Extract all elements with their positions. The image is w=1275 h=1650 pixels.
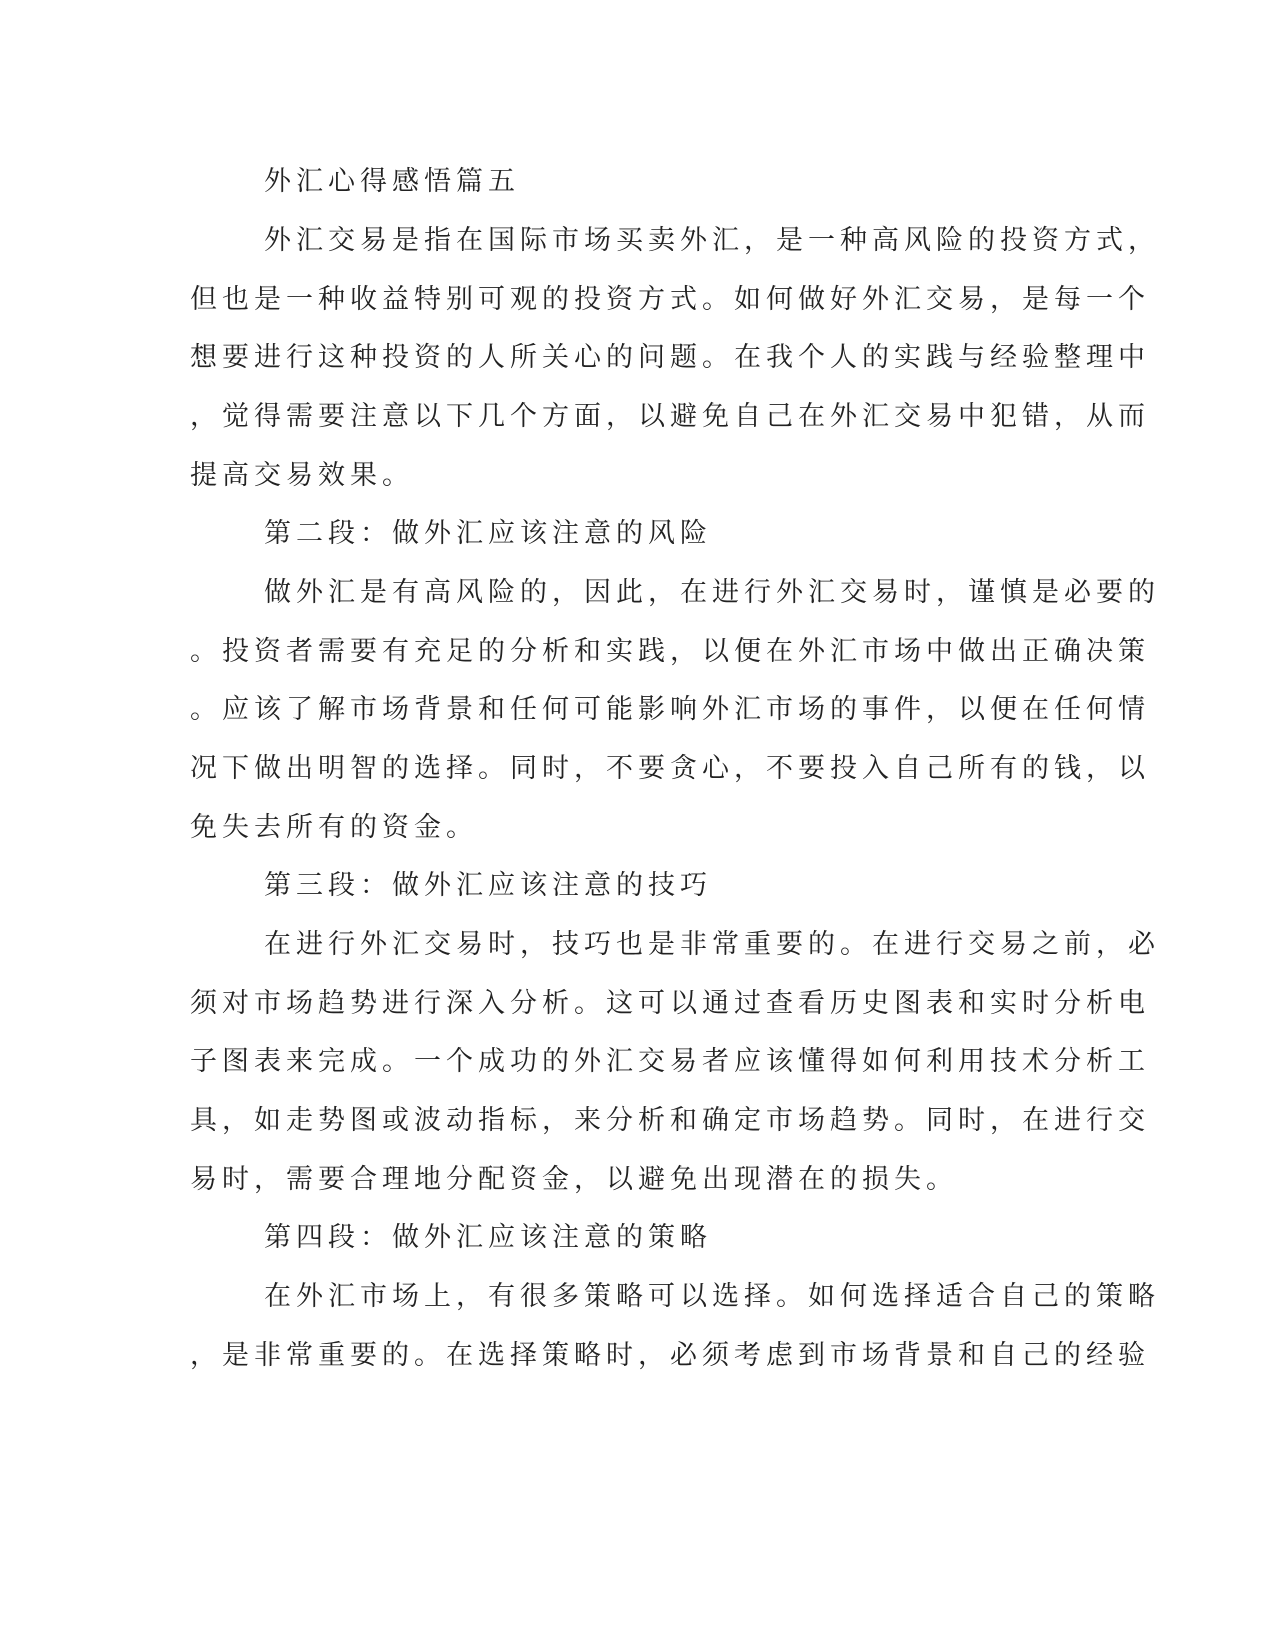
- paragraph-line: 子图表来完成。一个成功的外汇交易者应该懂得如何利用技术分析工: [190, 1046, 1150, 1077]
- paragraph-line: ，是非常重要的。在选择策略时，必须考虑到市场背景和自己的经验: [190, 1340, 1150, 1371]
- paragraph-line: 想要进行这种投资的人所关心的问题。在我个人的实践与经验整理中: [190, 342, 1150, 373]
- section-heading: 第三段：做外汇应该注意的技巧: [264, 870, 712, 901]
- paragraph-line: ，觉得需要注意以下几个方面，以避免自己在外汇交易中犯错，从而: [190, 401, 1150, 432]
- section-heading: 第二段：做外汇应该注意的风险: [264, 518, 712, 549]
- paragraph-line: 须对市场趋势进行深入分析。这可以通过查看历史图表和实时分析电: [190, 988, 1150, 1019]
- paragraph-line: 具，如走势图或波动指标，来分析和确定市场趋势。同时，在进行交: [190, 1105, 1150, 1136]
- paragraph-line: 。应该了解市场背景和任何可能影响外汇市场的事件，以便在任何情: [190, 694, 1150, 725]
- paragraph-line: 在外汇市场上，有很多策略可以选择。如何选择适合自己的策略: [264, 1281, 1160, 1312]
- paragraph-line: 免失去所有的资金。: [190, 812, 478, 843]
- paragraph-line: 况下做出明智的选择。同时，不要贪心，不要投入自己所有的钱，以: [190, 753, 1150, 784]
- paragraph-line: 做外汇是有高风险的，因此，在进行外汇交易时，谨慎是必要的: [264, 577, 1160, 608]
- paragraph-line: 外汇交易是指在国际市场买卖外汇，是一种高风险的投资方式，: [264, 225, 1160, 256]
- paragraph-line: 易时，需要合理地分配资金，以避免出现潜在的损失。: [190, 1164, 958, 1195]
- paragraph-line: 。投资者需要有充足的分析和实践，以便在外汇市场中做出正确决策: [190, 636, 1150, 667]
- paragraph-line: 在进行外汇交易时，技巧也是非常重要的。在进行交易之前，必: [264, 929, 1160, 960]
- section-heading: 第四段：做外汇应该注意的策略: [264, 1222, 712, 1253]
- paragraph-line: 但也是一种收益特别可观的投资方式。如何做好外汇交易，是每一个: [190, 284, 1150, 315]
- section-title: 外汇心得感悟篇五: [264, 166, 520, 197]
- paragraph-line: 提高交易效果。: [190, 460, 414, 491]
